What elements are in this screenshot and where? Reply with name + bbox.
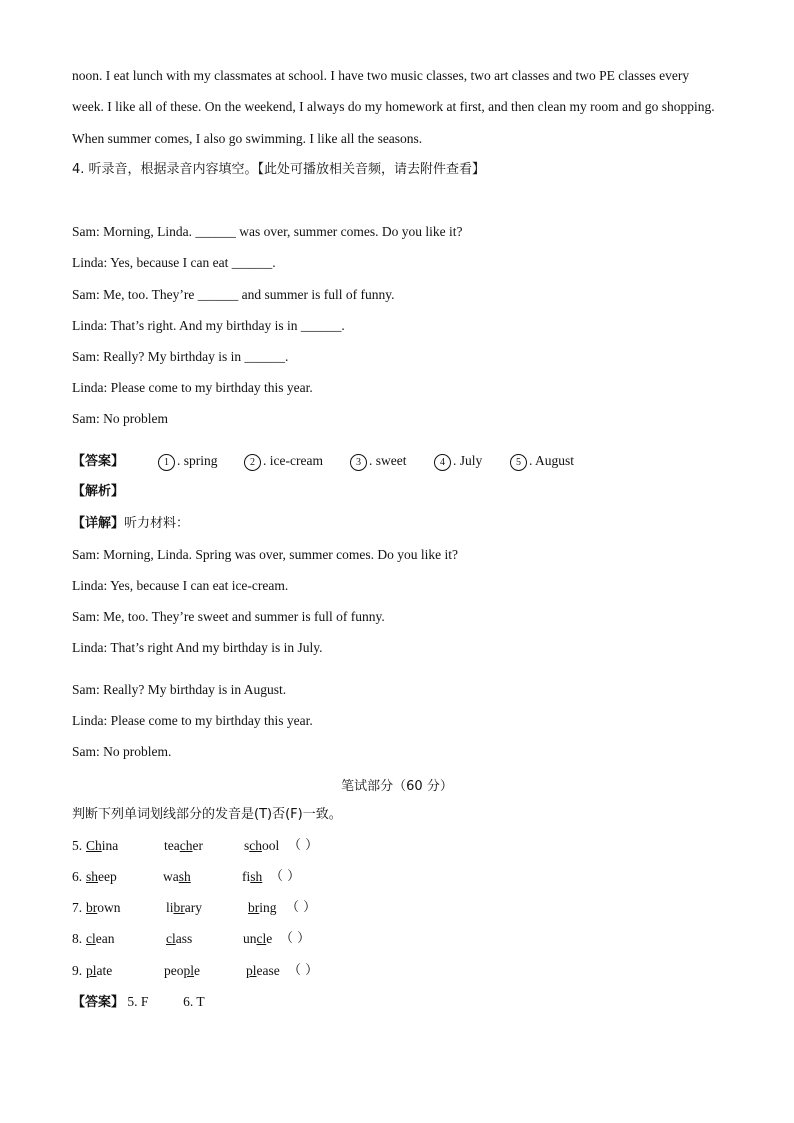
word-2: class <box>166 931 193 946</box>
answer-5: 5. F <box>127 994 149 1009</box>
word-3: uncle <box>243 931 273 946</box>
word-2: library <box>166 900 203 915</box>
word-3: please <box>246 963 280 978</box>
word-3: fish <box>242 869 263 884</box>
answer-6: 6. T <box>183 994 205 1009</box>
answer-label: 【答案】 <box>72 454 125 469</box>
circled-number: 3 <box>350 454 367 471</box>
circled-number: 4 <box>434 454 451 471</box>
passage-line-3: When summer comes, I also go swimming. I like all the seasons. <box>72 131 423 146</box>
transcript-line: Linda: Yes, because I can eat ice-cream. <box>72 578 289 593</box>
word-1: China <box>86 838 119 853</box>
transcript-line: Linda: Please come to my birthday this year. <box>72 713 313 728</box>
dialogue-line: Sam: Me, too. They’re ______ and summer is full of funny. <box>72 287 395 302</box>
answer-item: 2 . ice-cream <box>244 452 323 471</box>
dialogue-line: Linda: That’s right. And my birthday is in ______. <box>72 318 345 333</box>
written-section-title: 笔试部分（60 分） <box>341 779 453 794</box>
answer-bracket: （ ） <box>288 838 319 853</box>
transcript-line: Sam: Really? My birthday is in August. <box>72 682 287 697</box>
question-4-instruction: 4. 听录音，根据录音内容填空。【此处可播放相关音频，请去附件查看】 <box>72 162 486 177</box>
answer-bracket: （ ） <box>280 931 311 946</box>
passage-line-2: week. I like all of these. On the weekend, I always do my homework at first, and then clean my room and go shopping. <box>72 99 715 114</box>
circled-number: 5 <box>510 454 527 471</box>
dialogue-line: Linda: Yes, because I can eat ______. <box>72 255 276 270</box>
written-answer-row <box>72 993 205 1012</box>
answer-item: 1 . spring <box>158 452 218 471</box>
dialogue-line: Sam: No problem <box>72 411 168 426</box>
word-3: school <box>244 838 280 853</box>
word-2: teacher <box>164 838 203 853</box>
word-1: sheep <box>86 869 117 884</box>
dialogue-line: Sam: Morning, Linda. ______ was over, summer comes. Do you like it? <box>72 224 463 239</box>
written-instruction: 判断下列单词划线部分的发音是(T)否(F)一致。 <box>72 807 342 822</box>
word-3: bring <box>248 900 277 915</box>
answer-bracket: （ ） <box>288 963 319 978</box>
dialogue-line: Sam: Really? My birthday is in ______. <box>72 349 289 364</box>
analysis-label: 【解析】 <box>72 484 125 499</box>
word-2: people <box>164 963 201 978</box>
answer-item: 4 . July <box>434 452 482 471</box>
circled-number: 1 <box>158 454 175 471</box>
dialogue-line: Linda: Please come to my birthday this year. <box>72 380 313 395</box>
answer-label: 【答案】 <box>72 995 125 1010</box>
word-2: wash <box>163 869 191 884</box>
answer-bracket: （ ） <box>270 869 301 884</box>
word-1: clean <box>86 931 115 946</box>
detail-heading: 【详解】听力材料： <box>72 516 190 531</box>
passage-line-1: noon. I eat lunch with my classmates at school. I have two music classes, two art classes and two PE classes every <box>72 68 690 83</box>
question-4-answer-row <box>72 452 575 471</box>
transcript-line: Linda: That’s right And my birthday is in July. <box>72 640 323 655</box>
transcript-line: Sam: Me, too. They’re sweet and summer is full of funny. <box>72 609 385 624</box>
word-1: plate <box>86 963 113 978</box>
answer-item: 3 . sweet <box>350 452 407 471</box>
transcript-line: Sam: Morning, Linda. Spring was over, summer comes. Do you like it? <box>72 547 459 562</box>
answer-item: 5 . August <box>510 452 574 471</box>
circled-number: 2 <box>244 454 261 471</box>
word-1: brown <box>86 900 121 915</box>
transcript-line: Sam: No problem. <box>72 744 172 759</box>
answer-bracket: （ ） <box>286 900 317 915</box>
